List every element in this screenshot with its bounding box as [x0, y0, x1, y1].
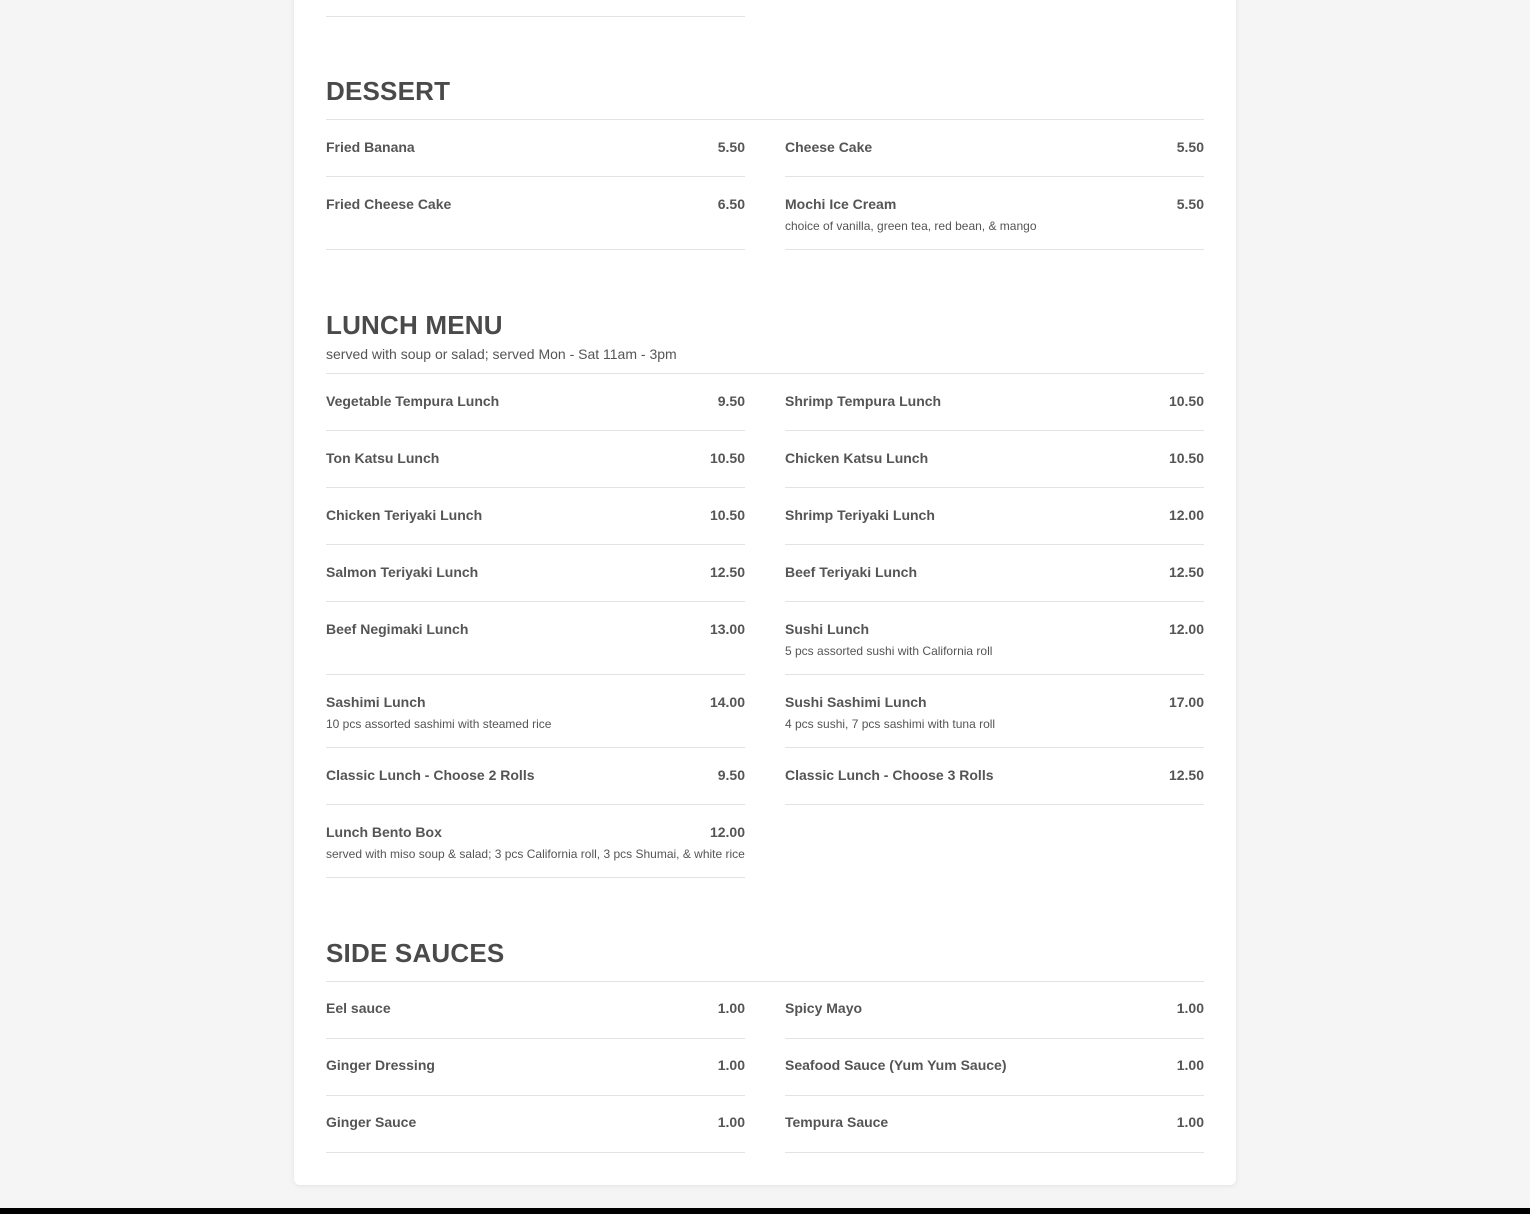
menu-item: [785, 545, 1204, 602]
item-price: 10.50: [709, 507, 745, 523]
item-description: 5 pcs assorted sushi with California roll: [785, 644, 993, 658]
menu-item: [785, 374, 1204, 431]
item-name: Mochi Ice Cream: [785, 196, 897, 212]
menu-item: [326, 602, 745, 675]
menu-item: [785, 602, 1204, 675]
item-name: Beef Teriyaki Lunch: [785, 564, 918, 580]
dessert-section: [326, 76, 1204, 250]
menu-item: [326, 177, 745, 250]
item-name: Ton Katsu Lunch: [326, 450, 440, 466]
footer-bar: [0, 1208, 1530, 1214]
item-price: 5.50: [1176, 196, 1204, 212]
menu-item: [326, 545, 745, 602]
item-price: 17.00: [1168, 694, 1204, 710]
menu-item: [785, 488, 1204, 545]
item-price: 10.50: [1168, 393, 1204, 409]
menu-item: [326, 374, 745, 431]
item-name: Sushi Lunch: [785, 621, 869, 637]
sauces-section: [326, 938, 1204, 1153]
item-price: 12.00: [709, 824, 745, 840]
item-name: Sashimi Lunch: [326, 694, 426, 710]
menu-item: [785, 177, 1204, 250]
item-price: 1.00: [717, 1000, 745, 1016]
item-price: 12.00: [1168, 507, 1204, 523]
menu-grid: [326, 982, 1204, 1153]
item-name: Lunch Bento Box: [326, 824, 442, 840]
menu-item: [785, 675, 1204, 748]
section-title: DESSERT: [326, 76, 451, 106]
menu-item: [326, 675, 745, 748]
item-name: Classic Lunch - Choose 2 Rolls: [326, 767, 535, 783]
item-price: 14.00: [709, 694, 745, 710]
menu-item: [326, 982, 745, 1039]
item-name: Ginger Sauce: [326, 1114, 417, 1130]
item-name: Cheese Cake: [785, 139, 873, 155]
item-description: choice of vanilla, green tea, red bean, & mango: [785, 219, 1037, 233]
menu-item: [326, 748, 745, 805]
item-price: 1.00: [1176, 1057, 1204, 1073]
menu-item: [326, 1039, 745, 1096]
item-name: Eel sauce: [326, 1000, 391, 1016]
menu-item: [326, 120, 745, 177]
menu-item: [326, 431, 745, 488]
menu-item: [785, 982, 1204, 1039]
menu-grid: [326, 374, 1204, 878]
item-price: 1.00: [1176, 1000, 1204, 1016]
item-price: 9.50: [717, 767, 745, 783]
item-price: 5.50: [717, 139, 745, 155]
item-name: Sushi Sashimi Lunch: [785, 694, 927, 710]
item-price: 1.00: [1176, 1114, 1204, 1130]
menu-item: [785, 431, 1204, 488]
item-name: Fried Cheese Cake: [326, 196, 452, 212]
item-name: Beef Negimaki Lunch: [326, 621, 469, 637]
divider: [326, 16, 745, 17]
lunch-section: [326, 310, 1204, 878]
item-name: Seafood Sauce (Yum Yum Sauce): [785, 1057, 1007, 1073]
item-price: 1.00: [717, 1057, 745, 1073]
menu-item: [326, 805, 745, 878]
item-name: Salmon Teriyaki Lunch: [326, 564, 479, 580]
item-name: Vegetable Tempura Lunch: [326, 393, 500, 409]
item-description: 4 pcs sushi, 7 pcs sashimi with tuna roll: [785, 717, 996, 731]
item-price: 12.00: [1168, 621, 1204, 637]
item-price: 10.50: [1168, 450, 1204, 466]
item-name: Classic Lunch - Choose 3 Rolls: [785, 767, 994, 783]
menu-item: [785, 1096, 1204, 1153]
section-title: SIDE SAUCES: [326, 938, 505, 968]
menu-item: [785, 1039, 1204, 1096]
item-price: 9.50: [717, 393, 745, 409]
item-name: Shrimp Tempura Lunch: [785, 393, 942, 409]
menu-item: [785, 748, 1204, 805]
item-price: 1.00: [717, 1114, 745, 1130]
item-name: Ginger Dressing: [326, 1057, 435, 1073]
menu-item: [326, 1096, 745, 1153]
item-name: Chicken Teriyaki Lunch: [326, 507, 483, 523]
menu-item: [785, 120, 1204, 177]
item-description: served with miso soup & salad; 3 pcs California roll, 3 pcs Shumai, & white rice: [326, 847, 745, 861]
item-name: Spicy Mayo: [785, 1000, 863, 1016]
item-price: 12.50: [1168, 564, 1204, 580]
section-subtitle: served with soup or salad; served Mon - Sat 11am - 3pm: [326, 346, 677, 362]
item-price: 5.50: [1176, 139, 1204, 155]
menu-item: [326, 488, 745, 545]
item-price: 10.50: [709, 450, 745, 466]
item-price: 6.50: [717, 196, 745, 212]
item-price: 12.50: [1168, 767, 1204, 783]
item-price: 13.00: [709, 621, 745, 637]
item-name: Tempura Sauce: [785, 1114, 889, 1130]
item-description: 10 pcs assorted sashimi with steamed rice: [326, 717, 552, 731]
item-name: Shrimp Teriyaki Lunch: [785, 507, 935, 523]
section-title: LUNCH MENU: [326, 310, 503, 340]
item-price: 12.50: [709, 564, 745, 580]
menu-grid: [326, 120, 1204, 250]
item-name: Fried Banana: [326, 139, 415, 155]
item-name: Chicken Katsu Lunch: [785, 450, 929, 466]
